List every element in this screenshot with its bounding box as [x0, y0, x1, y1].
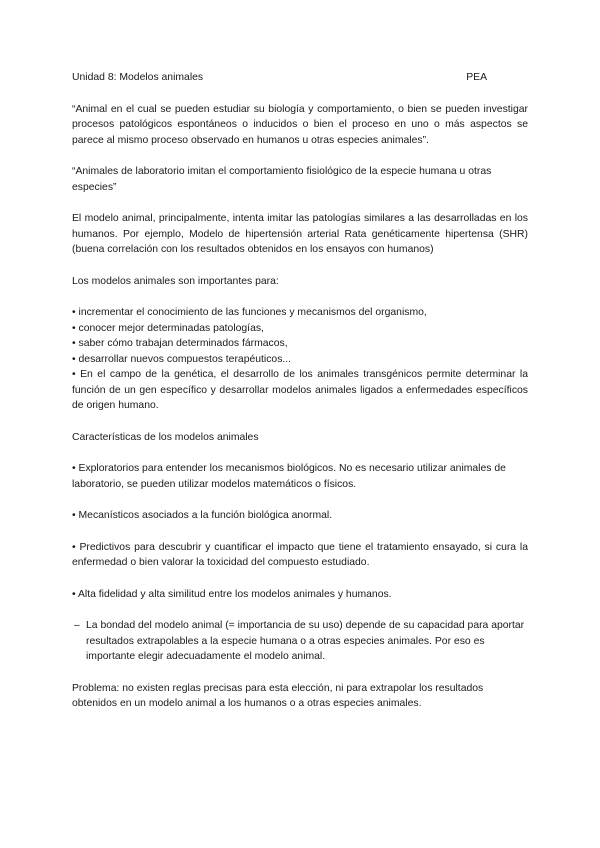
model-intro-paragraph: El modelo animal, principalmente, intenta imitar las patologías similares a las desarrolladas en los humanos. Por ejemplo, Modelo de hipertensión arterial Rata genéticamente hipertensa (SHR) (buena correlación con los resultados obtenidos en los ensayos con humanos)	[72, 213, 528, 255]
characteristic-fidelity: • Alta fidelidad y alta similitud entre los modelos animales y humanos.	[72, 588, 392, 600]
characteristic-exploratory: • Exploratorios para entender los mecanismos biológicos. No es necesario utilizar animales de laboratorio, se pueden utilizar modelos matemáticos o físicos.	[72, 463, 506, 490]
definition-quote-1: “Animal en el cual se pueden estudiar su biología y comportamiento, o bien se pueden investigar procesos patológicos espontáneos o inducidos o bien el proceso en uno o más aspectos se parece al mismo proceso observado en humanos u otras especies animales”.	[72, 103, 528, 146]
definition-quote-2: “Animales de laboratorio imitan el comportamiento fisiológico de la especie humana u otras especies”	[72, 166, 492, 193]
importance-list	[72, 305, 528, 414]
list-item: • desarrollar nuevos compuestos terapéuticos...	[72, 353, 292, 365]
importance-heading: Los modelos animales son importantes para:	[72, 275, 279, 287]
header-tag: PEA	[466, 72, 487, 83]
page-header	[72, 70, 528, 86]
dash-mark: –	[74, 620, 80, 631]
characteristic-mechanistic: • Mecanísticos asociados a la función biológica anormal.	[72, 510, 333, 521]
note-block	[72, 618, 528, 665]
document-page	[72, 70, 528, 728]
list-item: • saber cómo trabajan determinados fármacos,	[72, 338, 288, 349]
characteristics-heading: Características de los modelos animales	[72, 431, 259, 443]
list-item: • incrementar el conocimiento de las funciones y mecanismos del organismo,	[72, 307, 427, 318]
note-text: La bondad del modelo animal (= importancia de su uso) depende de su capacidad para aportar resultados extrapolables a la especie humana o a otras especies animales. Por eso es importante elegir adecuadamente el modelo animal.	[86, 620, 525, 662]
problem-paragraph: Problema: no existen reglas precisas para esta elección, ni para extrapolar los resultados obtenidos en un modelo animal a los humanos o a otras especies animales.	[72, 682, 484, 709]
characteristic-predictive: • Predictivos para descubrir y cuantificar el impacto que tiene el tratamiento ensayado, si cura la enfermedad o bien valorar la toxicidad del compuesto estudiado.	[72, 541, 528, 568]
list-item: • conocer mejor determinadas patologías,	[72, 322, 264, 334]
unit-title: Unidad 8: Modelos animales	[72, 72, 204, 83]
list-item: • En el campo de la genética, el desarrollo de los animales transgénicos permite determinar la función de un gen específico y desarrollar modelos animales ligados a enfermedades específicos de origen humano.	[72, 369, 528, 411]
